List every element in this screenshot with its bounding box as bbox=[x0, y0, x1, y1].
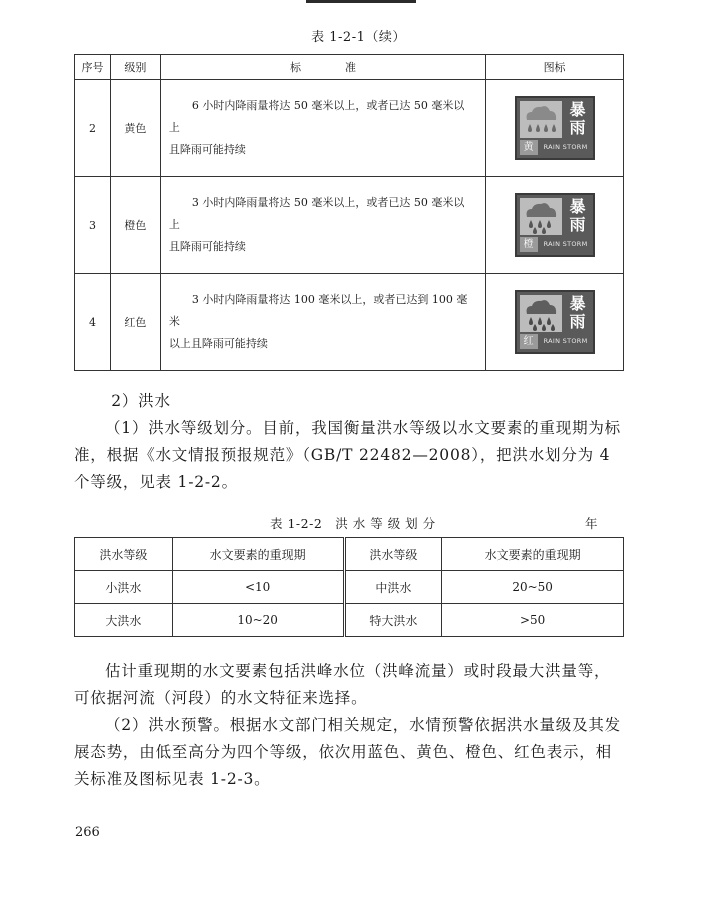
header-standard: 标 准 bbox=[160, 55, 485, 80]
rainstorm-red-warning-icon bbox=[515, 290, 595, 354]
row-level: 红色 bbox=[110, 274, 160, 371]
table-row bbox=[75, 274, 624, 371]
row-standard bbox=[160, 80, 485, 177]
header-flood-level: 洪水等级 bbox=[75, 538, 173, 571]
flood-level-table bbox=[74, 537, 624, 637]
header-flood-level: 洪水等级 bbox=[344, 538, 442, 571]
table-row bbox=[75, 571, 624, 604]
icon-char-top: 暴 bbox=[569, 294, 586, 313]
standard-line-2: 且降雨可能持续 bbox=[168, 143, 246, 156]
table-row bbox=[75, 80, 624, 177]
cell: <10 bbox=[172, 571, 344, 604]
cell: >50 bbox=[442, 604, 624, 637]
rainstorm-warning-table bbox=[74, 54, 624, 371]
row-no: 2 bbox=[75, 80, 111, 177]
icon-rainstorm-text: RAIN STORM bbox=[543, 240, 588, 248]
standard-line-1: 6 小时内降雨量将达 50 毫米以上，或者已达 50 毫米以上 bbox=[168, 99, 465, 134]
header-return-period: 水文要素的重现期 bbox=[172, 538, 344, 571]
cloud-rain-icon bbox=[520, 295, 562, 332]
standard-line-2: 且降雨可能持续 bbox=[168, 240, 246, 253]
cell: 特大洪水 bbox=[344, 604, 442, 637]
row-icon-cell bbox=[486, 177, 624, 274]
row-no: 4 bbox=[75, 274, 111, 371]
cell: 大洪水 bbox=[75, 604, 173, 637]
standard-line-1: 3 小时内降雨量将达 50 毫米以上，或者已达 50 毫米以上 bbox=[168, 196, 465, 231]
icon-char-bottom: 雨 bbox=[569, 312, 586, 331]
row-icon-cell bbox=[486, 80, 624, 177]
paragraph-flood-classification: （1）洪水等级划分。目前，我国衡量洪水等级以水文要素的重现期为标准，根据《水文情报预报规范》（GB/T 22482—2008），把洪水划分为 4 个等级，见表 1-2-2。 bbox=[74, 419, 621, 491]
row-standard bbox=[160, 177, 485, 274]
table-row bbox=[75, 604, 624, 637]
cloud-rain-icon bbox=[520, 198, 562, 235]
cell: 20~50 bbox=[442, 571, 624, 604]
cell: 10~20 bbox=[172, 604, 344, 637]
cell: 小洪水 bbox=[75, 571, 173, 604]
page-number: 266 bbox=[75, 825, 100, 840]
standard-line-1: 3 小时内降雨量将达 100 毫米以上，或者已达到 100 毫米 bbox=[168, 293, 468, 328]
cell: 中洪水 bbox=[344, 571, 442, 604]
icon-footer bbox=[520, 334, 592, 349]
icon-rainstorm-text: RAIN STORM bbox=[543, 337, 588, 345]
icon-char-top: 暴 bbox=[569, 100, 586, 119]
row-icon-cell bbox=[486, 274, 624, 371]
paragraph-return-period-note: 估计重现期的水文要素包括洪峰水位（洪峰流量）或时段最大洪量等，可依据河流（河段）的水文特征来选择。 bbox=[74, 662, 611, 707]
cropped-top-edge bbox=[300, 0, 420, 4]
icon-char-bottom: 雨 bbox=[569, 215, 586, 234]
header-icon: 图标 bbox=[486, 55, 624, 80]
icon-char-bottom: 雨 bbox=[569, 118, 586, 137]
header-return-period: 水文要素的重现期 bbox=[442, 538, 624, 571]
table-header-row bbox=[75, 538, 624, 571]
paragraph-flood-warning: （2）洪水预警。根据水文部门相关规定，水情预警依据洪水量级及其发展态势，由低至高分为四个等级，依次用蓝色、黄色、橙色、红色表示，相关标准及图标见表 1-2-3。 bbox=[74, 716, 621, 788]
icon-level-char: 红 bbox=[520, 334, 538, 349]
section-heading: 2）洪水 bbox=[111, 392, 171, 410]
rainstorm-yellow-warning-icon bbox=[515, 96, 595, 160]
table-row bbox=[75, 177, 624, 274]
row-level: 橙色 bbox=[110, 177, 160, 274]
table-1-2-2-caption: 表 1-2-2 洪 水 等 级 划 分 bbox=[270, 516, 436, 531]
icon-level-char: 橙 bbox=[520, 237, 538, 252]
icon-rainstorm-text: RAIN STORM bbox=[543, 143, 588, 151]
table-1-2-1-caption: 表 1-2-1（续） bbox=[311, 30, 406, 45]
icon-footer bbox=[520, 237, 592, 252]
cloud-rain-icon bbox=[520, 101, 562, 138]
header-level: 级别 bbox=[110, 55, 160, 80]
icon-char-top: 暴 bbox=[569, 197, 586, 216]
row-no: 3 bbox=[75, 177, 111, 274]
icon-level-char: 黄 bbox=[520, 140, 538, 155]
header-no: 序号 bbox=[75, 55, 111, 80]
rainstorm-orange-warning-icon bbox=[515, 193, 595, 257]
table-unit: 年 bbox=[585, 516, 598, 531]
row-standard bbox=[160, 274, 485, 371]
table-header-row bbox=[75, 55, 624, 80]
icon-footer bbox=[520, 140, 592, 155]
standard-line-2: 以上且降雨可能持续 bbox=[168, 337, 268, 350]
row-level: 黄色 bbox=[110, 80, 160, 177]
